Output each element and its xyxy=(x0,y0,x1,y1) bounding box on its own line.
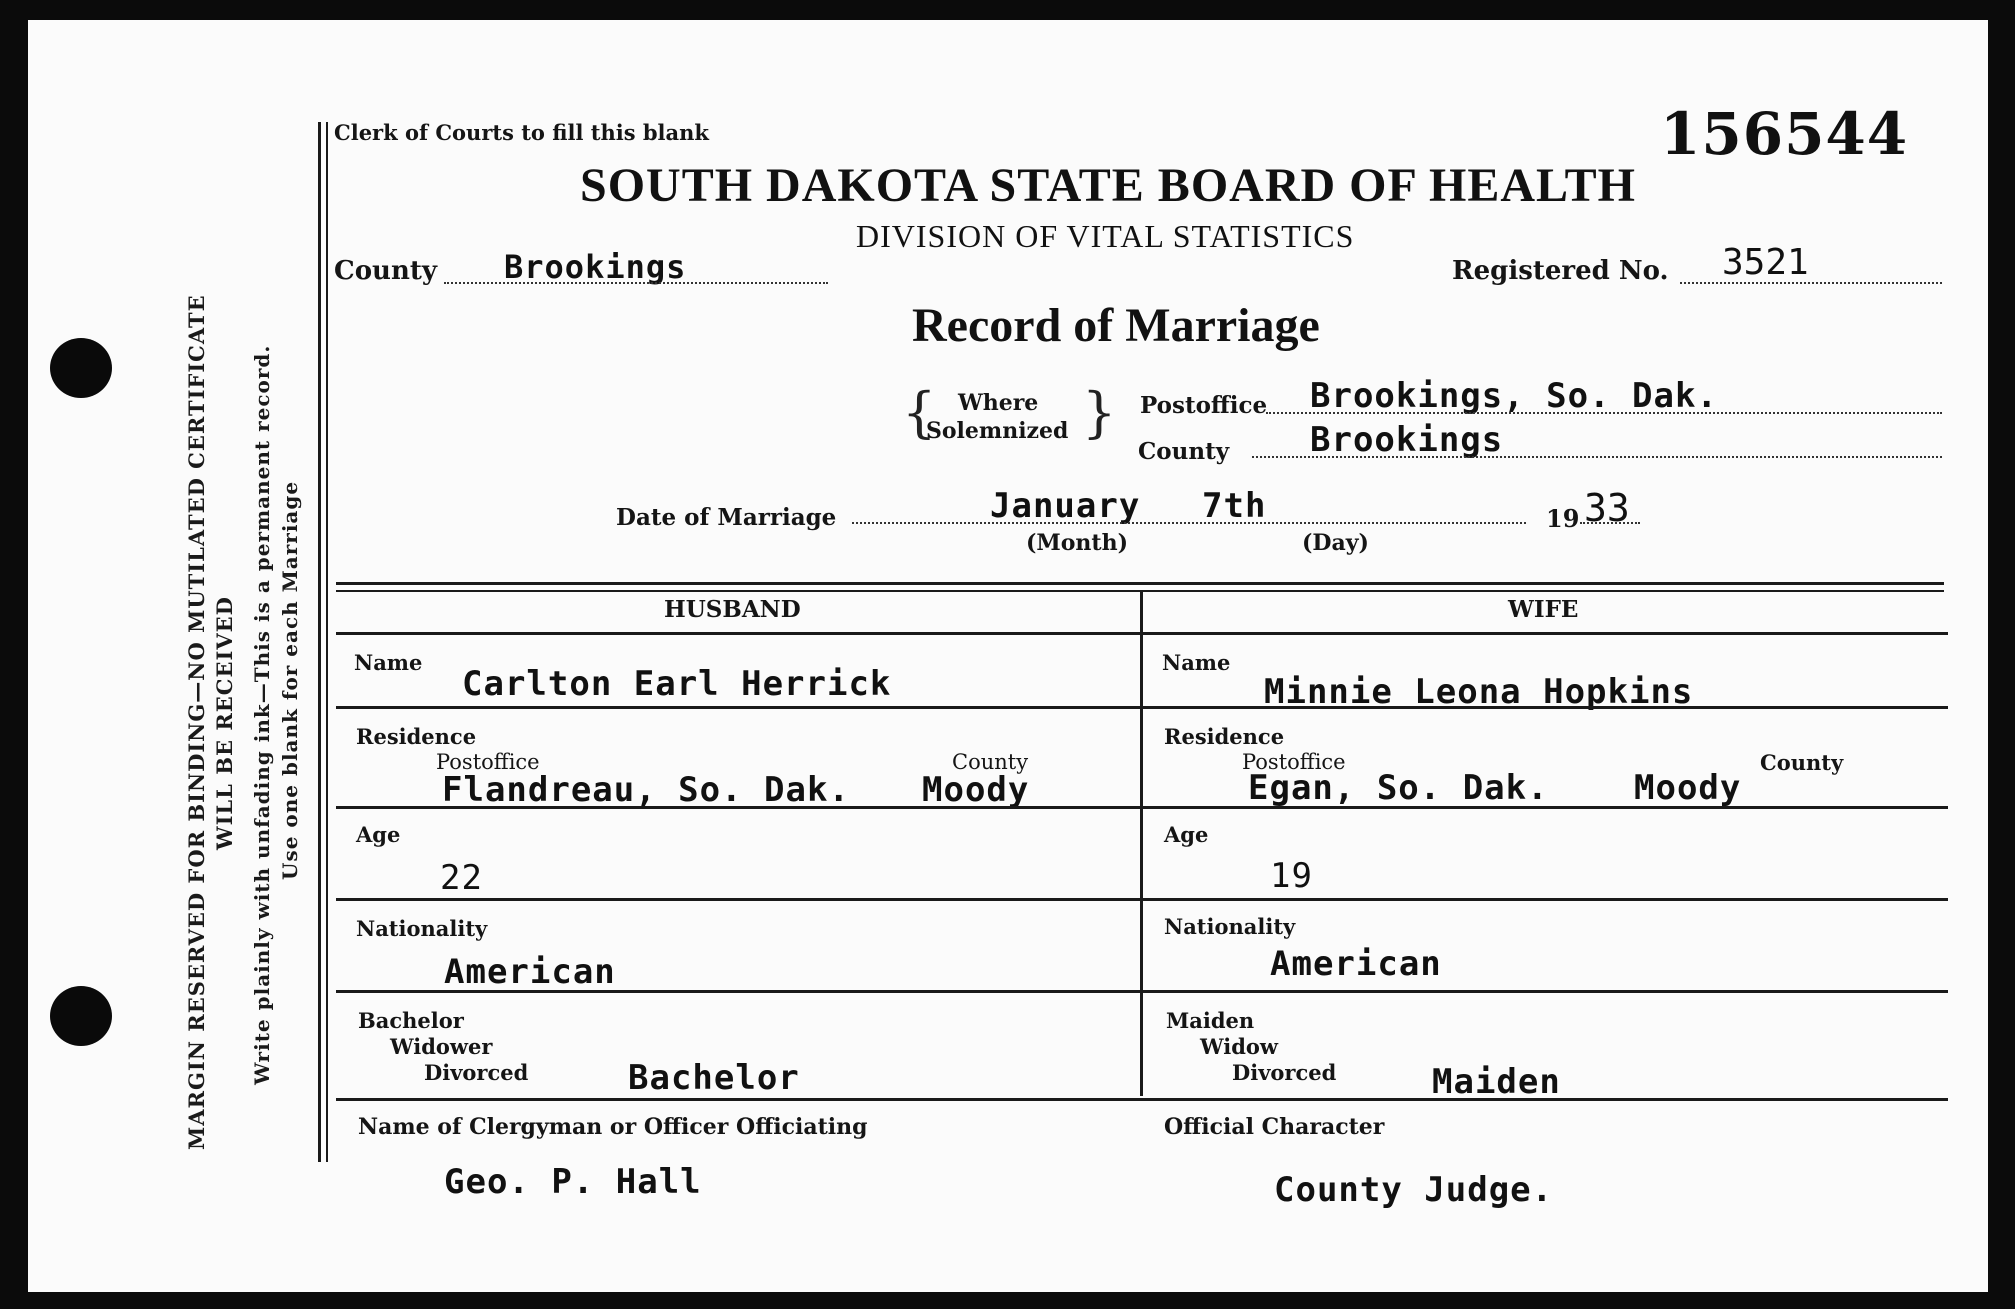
date-label: Date of Marriage xyxy=(616,504,837,531)
brace-left: { xyxy=(902,381,937,444)
board-title: SOUTH DAKOTA STATE BOARD OF HEALTH xyxy=(580,159,1636,212)
postoffice-line xyxy=(1266,412,1942,414)
date-month-value: January xyxy=(990,486,1141,526)
official-character-value: County Judge. xyxy=(1274,1170,1554,1210)
binding-hole-bottom xyxy=(50,986,112,1046)
wife-nationality-value: American xyxy=(1270,944,1442,984)
date-line xyxy=(852,522,1526,524)
month-caption: (Month) xyxy=(1026,530,1128,556)
wife-age-label: Age xyxy=(1164,822,1209,847)
solemnized-county-line xyxy=(1252,456,1942,458)
form-left-rule-2 xyxy=(326,122,328,1162)
officiant-name-label: Name of Clergyman or Officer Officiating xyxy=(358,1114,868,1140)
wife-residence-label: Residence xyxy=(1164,724,1285,749)
date-day-value: 7th xyxy=(1202,486,1267,526)
postoffice-value: Brookings, So. Dak. xyxy=(1310,376,1718,416)
officiant-name-value: Geo. P. Hall xyxy=(444,1162,702,1202)
wife-status-divorced-label: Divorced xyxy=(1232,1060,1337,1085)
table-top-rule xyxy=(336,582,1944,585)
brace-right: } xyxy=(1082,381,1117,444)
wife-status-widow-label: Widow xyxy=(1200,1034,1278,1059)
year-prefix: 19 xyxy=(1546,504,1580,533)
residence-row-rule xyxy=(336,806,1948,809)
table-center-divider xyxy=(1140,592,1143,1096)
registered-value: 3521 xyxy=(1722,242,1809,283)
husband-postoffice-label: Postoffice xyxy=(436,750,540,774)
name-row-rule xyxy=(336,706,1948,709)
status-row-rule xyxy=(336,1098,1948,1101)
day-caption: (Day) xyxy=(1302,530,1369,556)
record-title: Record of Marriage xyxy=(912,299,1320,352)
margin-ink-notice: Write plainly with unfading ink—This is a permanent record. xyxy=(250,344,274,1085)
husband-status-bachelor-label: Bachelor xyxy=(358,1008,464,1033)
husband-status-divorced-label: Divorced xyxy=(424,1060,529,1085)
husband-name-value: Carlton Earl Herrick xyxy=(462,664,892,704)
wife-name-value: Minnie Leona Hopkins xyxy=(1264,672,1694,712)
margin-one-blank-notice: Use one blank for each Marriage xyxy=(278,480,302,880)
age-row-rule xyxy=(336,898,1948,901)
nationality-row-rule xyxy=(336,990,1948,993)
county-label: County xyxy=(334,256,437,286)
husband-postoffice-value: Flandreau, So. Dak. xyxy=(442,770,850,810)
wife-status-value: Maiden xyxy=(1432,1062,1561,1102)
wife-name-label: Name xyxy=(1162,650,1231,675)
form-left-rule xyxy=(318,122,321,1162)
year-line xyxy=(1580,522,1640,524)
wife-postoffice-label: Postoffice xyxy=(1242,750,1346,774)
margin-binding-notice-2: WILL BE RECEIVED xyxy=(212,596,237,850)
county-line xyxy=(444,282,828,284)
husband-age-value: 22 xyxy=(440,858,483,898)
solemnized-county-value: Brookings xyxy=(1310,420,1504,460)
postoffice-label: Postoffice xyxy=(1140,392,1268,419)
husband-name-label: Name xyxy=(354,650,423,675)
wife-postoffice-value: Egan, So. Dak. xyxy=(1248,768,1549,808)
solemnized-county-label: County xyxy=(1138,438,1230,465)
husband-nationality-label: Nationality xyxy=(356,916,488,941)
division-title: DIVISION OF VITAL STATISTICS xyxy=(856,218,1355,254)
husband-residence-label: Residence xyxy=(356,724,477,749)
certificate-number: 156544 xyxy=(1660,100,1909,168)
year-value: 33 xyxy=(1584,486,1630,530)
wife-status-maiden-label: Maiden xyxy=(1166,1008,1255,1033)
wife-age-value: 19 xyxy=(1270,856,1313,896)
wife-nationality-label: Nationality xyxy=(1164,914,1296,939)
clerk-note: Clerk of Courts to fill this blank xyxy=(334,120,709,145)
registered-line xyxy=(1680,282,1942,284)
wife-county-label: County xyxy=(1760,750,1844,775)
husband-heading: HUSBAND xyxy=(664,596,801,623)
binding-hole-top xyxy=(50,338,112,398)
husband-status-widower-label: Widower xyxy=(390,1034,493,1059)
husband-nationality-value: American xyxy=(444,952,616,992)
heading-rule xyxy=(336,632,1948,635)
husband-county-label: County xyxy=(952,750,1029,774)
husband-county-value: Moody xyxy=(922,770,1030,810)
margin-binding-notice: MARGIN RESERVED FOR BINDING—NO MUTILATED CERTIFICATE xyxy=(184,294,209,1150)
official-character-label: Official Character xyxy=(1164,1114,1385,1140)
husband-age-label: Age xyxy=(356,822,401,847)
registered-label: Registered No. xyxy=(1452,256,1669,286)
where-label: Where xyxy=(958,390,1039,416)
wife-county-value: Moody xyxy=(1634,768,1742,808)
solemnized-label: Solemnized xyxy=(926,418,1069,444)
wife-heading: WIFE xyxy=(1508,596,1579,623)
county-value: Brookings xyxy=(504,248,687,286)
husband-status-value: Bachelor xyxy=(628,1058,800,1098)
